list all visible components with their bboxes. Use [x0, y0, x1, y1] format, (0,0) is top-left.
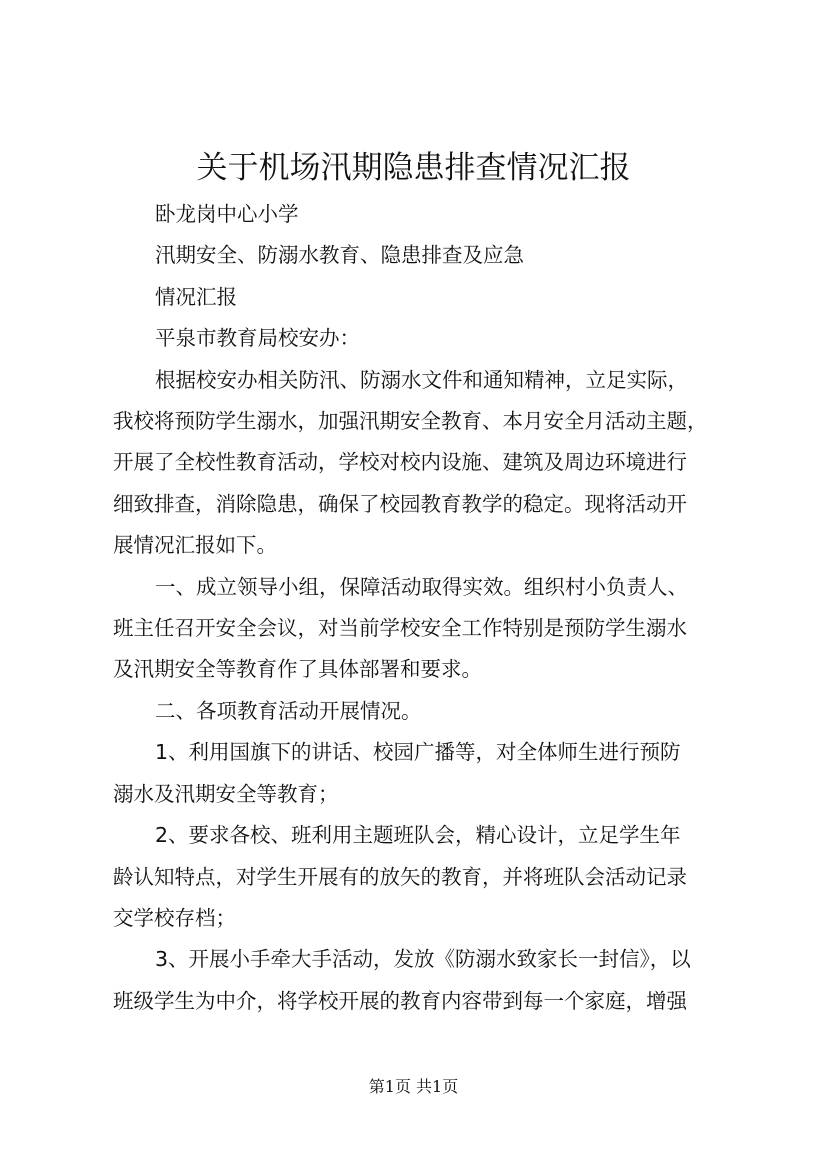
paragraph-line: 班级学生为中介，将学校开展的教育内容带到每一个家庭，增强: [113, 988, 687, 1013]
paragraph-line: 细致排查，消除隐患，确保了校园教育教学的稳定。现将活动开: [113, 491, 687, 516]
page-footer: 第1页 共1页: [368, 1077, 459, 1096]
paragraph-line: 2、要求各校、班利用主题班队会，精心设计，立足学生年: [155, 823, 681, 848]
paragraph-line: 展情况汇报如下。: [113, 533, 277, 558]
paragraph-line: 一、成立领导小组，保障活动取得实效。组织村小负责人、: [155, 574, 688, 599]
paragraph-line: 龄认知特点，对学生开展有的放矢的教育，并将班队会活动记录: [113, 864, 687, 889]
paragraph-section-1: [113, 567, 725, 691]
recipient-line: 平泉市教育局校安办：: [155, 326, 360, 351]
paragraph-line: 班主任召开安全会议，对当前学校安全工作特别是预防学生溺水: [113, 616, 687, 641]
paragraph-line: 1、利用国旗下的讲话、校园广播等，对全体师生进行预防: [155, 740, 681, 765]
paragraph-line: 开展了全校性教育活动，学校对校内设施、建筑及周边环境进行: [113, 450, 687, 475]
paragraph-line: 溺水及汛期安全等教育；: [113, 781, 339, 806]
paragraph-item-2: [113, 815, 725, 939]
document-body: [113, 194, 725, 1022]
paragraph-line: 二、各项教育活动开展情况。: [155, 698, 422, 723]
paragraph-section-2: [113, 691, 725, 732]
paragraph-line: 根据校安办相关防汛、防溺水文件和通知精神，立足实际，: [155, 367, 688, 392]
paragraph-item-3: [113, 939, 725, 1022]
report-subtitle-line-1: 汛期安全、防溺水教育、隐患排查及应急: [155, 243, 524, 268]
paragraph-item-1: [113, 732, 725, 815]
paragraph-line: 3、开展小手牵大手活动，发放《防溺水致家长一封信》，以: [155, 947, 691, 972]
document-title: 关于机场汛期隐患排查情况汇报: [196, 150, 631, 186]
school-name: 卧龙岗中心小学: [155, 202, 299, 226]
paragraph-line: 我校将预防学生溺水，加强汛期安全教育、本月安全月活动主题，: [113, 409, 708, 434]
paragraph-line: 及汛期安全等教育作了具体部署和要求。: [113, 657, 482, 682]
paragraph-line: 交学校存档；: [113, 905, 236, 930]
paragraph-intro: [113, 360, 725, 567]
report-subtitle-line-2: 情况汇报: [155, 284, 237, 309]
header-block: [113, 194, 725, 360]
